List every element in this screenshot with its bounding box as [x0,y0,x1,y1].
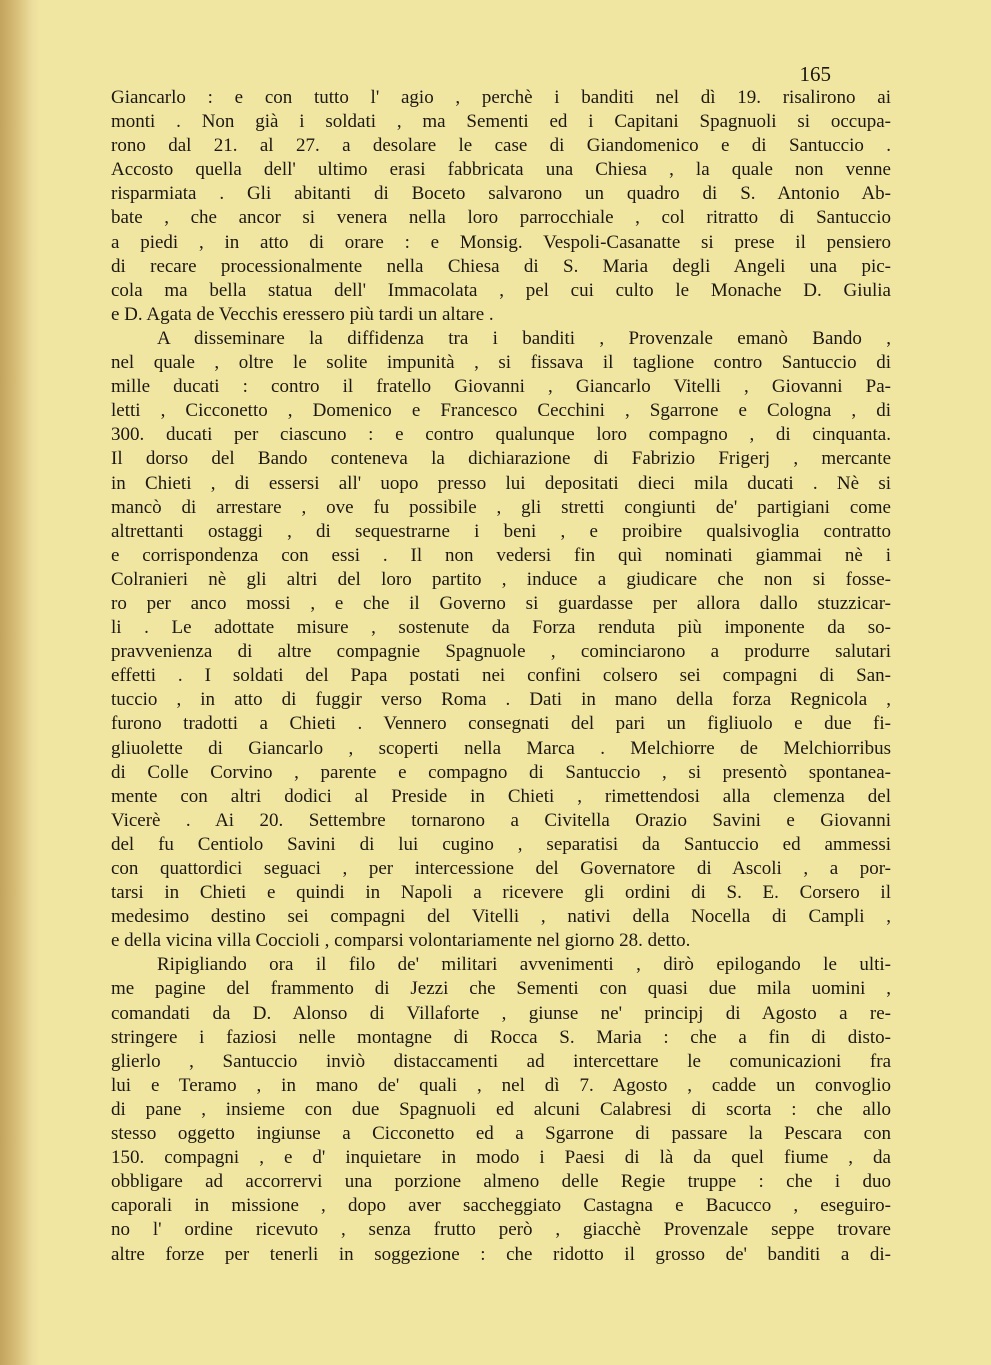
text-line: Accosto quella dell' ultimo erasi fabbricata una Chiesa , la quale non venne [111,159,891,181]
text-line: stesso oggetto ingiunse a Cicconetto ed a Sgarrone di passare la Pescara con [111,1123,891,1145]
text-line: bate , che ancor si venera nella loro parrocchiale , col ritratto di Santuccio [111,207,891,229]
text-line: comandati da D. Alonso di Villaforte , giunse ne' principj di Agosto a re- [111,1002,891,1024]
text-line: a piedi , in atto di orare : e Monsig. Vespoli-Casanatte si prese il pensiero [111,231,891,253]
page-number: 165 [799,62,831,86]
text-line: A disseminare la diffidenza tra i banditi , Provenzale emanò Bando , [157,327,891,349]
text-line: Vicerè . Ai 20. Settembre tornarono a Civitella Orazio Savini e Giovanni [111,809,891,831]
text-line: nel quale , oltre le solite impunità , si fissava il taglione contro Santuccio di [111,352,891,374]
text-line: me pagine del frammento di Jezzi che Sementi con quasi due mila uomini , [111,978,891,1000]
text-line: con quattordici seguaci , per intercessione del Governatore di Ascoli , a por- [111,858,891,879]
text-line: 150. compagni , e d' inquietare in modo i Paesi di là da quel fiume , da [111,1147,891,1169]
text-line: lui e Teramo , in mano de' quali , nel dì 7. Agosto , cadde un convoglio [111,1074,891,1096]
text-line: Il dorso del Bando conteneva la dichiarazione di Fabrizio Frigerj , mercante [111,448,891,470]
body-text [111,86,891,1267]
text-line: caporali in missione , dopo aver saccheggiato Castagna e Bacucco , eseguiro- [111,1195,891,1217]
text-line: Ripigliando ora il filo de' militari avvenimenti , dirò epilogando le ulti- [157,954,891,976]
page-gutter-shadow [0,0,40,1365]
text-line: del fu Centiolo Savini di lui cugino , separatisi da Santuccio ed ammessi [111,833,891,855]
text-line: gliuolette di Giancarlo , scoperti nella Marca . Melchiorre de Melchiorribus [111,737,891,759]
text-line: medesimo destino sei compagni del Vitelli , nativi della Nocella di Campli , [111,906,891,928]
text-line: in Chieti , di essersi all' uopo presso lui depositati dieci mila ducati . Nè si [111,472,891,494]
text-line: cola ma bella statua dell' Immacolata , pel cui culto le Monache D. Giulia [111,279,891,301]
text-line: li . Le adottate misure , sostenute da Forza renduta più imponente da so- [111,617,891,639]
text-line: Colranieri nè gli altri del loro partito , induce a giudicare che non si fosse- [111,568,891,590]
text-line: di Colle Corvino , parente e compagno di Santuccio , si presentò spontanea- [111,761,891,783]
text-line: stringere i faziosi nelle montagne di Rocca S. Maria : che a fin di disto- [111,1026,891,1048]
text-line: effetti . I soldati del Papa postati nei confini colsero sei compagni di San- [111,665,891,687]
text-line: no l' ordine ricevuto , senza frutto però , giacchè Provenzale seppe trovare [111,1219,891,1241]
text-line: rono dal 21. al 27. a desolare le case di Giandomenico e di Santuccio . [111,135,891,157]
text-line: letti , Cicconetto , Domenico e Francesco Cecchini , Sgarrone e Cologna , di [111,400,891,422]
text-line: altre forze per tenerli in soggezione : che ridotto il grosso de' banditi a di- [111,1243,891,1265]
text-line: 300. ducati per ciascuno : e contro qualunque loro compagno , di cinquanta. [111,424,891,446]
text-line: di pane , insieme con due Spagnuoli ed alcuni Calabresi di scorta : che allo [111,1098,891,1120]
text-line: e della vicina villa Coccioli , comparsi volontariamente nel giorno 28. detto. [111,930,691,952]
text-line: altrettanti ostaggi , di sequestrarne i beni , e proibire qualsivoglia contratto [111,520,891,542]
text-line: Giancarlo : e con tutto l' agio , perchè i banditi nel dì 19. risalirono ai [111,87,891,108]
text-line: mille ducati : contro il fratello Giovanni , Giancarlo Vitelli , Giovanni Pa- [111,376,891,398]
text-line: ro per anco mossi , e che il Governo si guardasse per allora dallo stuzzicar- [111,592,891,614]
text-line: di recare processionalmente nella Chiesa di S. Maria degli Angeli una pic- [111,255,891,277]
text-line: monti . Non già i soldati , ma Sementi ed i Capitani Spagnuoli si occupa- [111,111,891,133]
text-line: tarsi in Chieti e quindi in Napoli a ricevere gli ordini di S. E. Corsero il [111,882,891,904]
text-line: risparmiata . Gli abitanti di Boceto salvarono un quadro di S. Antonio Ab- [111,183,891,205]
text-line: e corrispondenza con essi . Il non vedersi fin quì nominati giammai nè i [111,544,891,566]
text-line: mancò di arrestare , ove fu possibile , gli stretti congiunti de' partigiani come [111,496,891,518]
text-line: tuccio , in atto di fuggir verso Roma . Dati in mano della forza Regnicola , [111,689,891,711]
text-line: glierlo , Santuccio inviò distaccamenti ad intercettare le comunicazioni fra [111,1050,891,1072]
text-line: obbligare ad accorrervi una porzione almeno delle Regie truppe : che i duo [111,1171,891,1193]
text-line: pravvenienza di altre compagnie Spagnuole , cominciarono a produrre salutari [111,641,891,663]
text-line: furono tradotti a Chieti . Vennero consegnati del pari un figliuolo e due fi- [111,713,891,735]
text-line: mente con altri dodici al Preside in Chieti , rimettendosi alla clemenza del [111,785,891,807]
text-line: e D. Agata de Vecchis eressero più tardi un altare . [111,303,494,325]
